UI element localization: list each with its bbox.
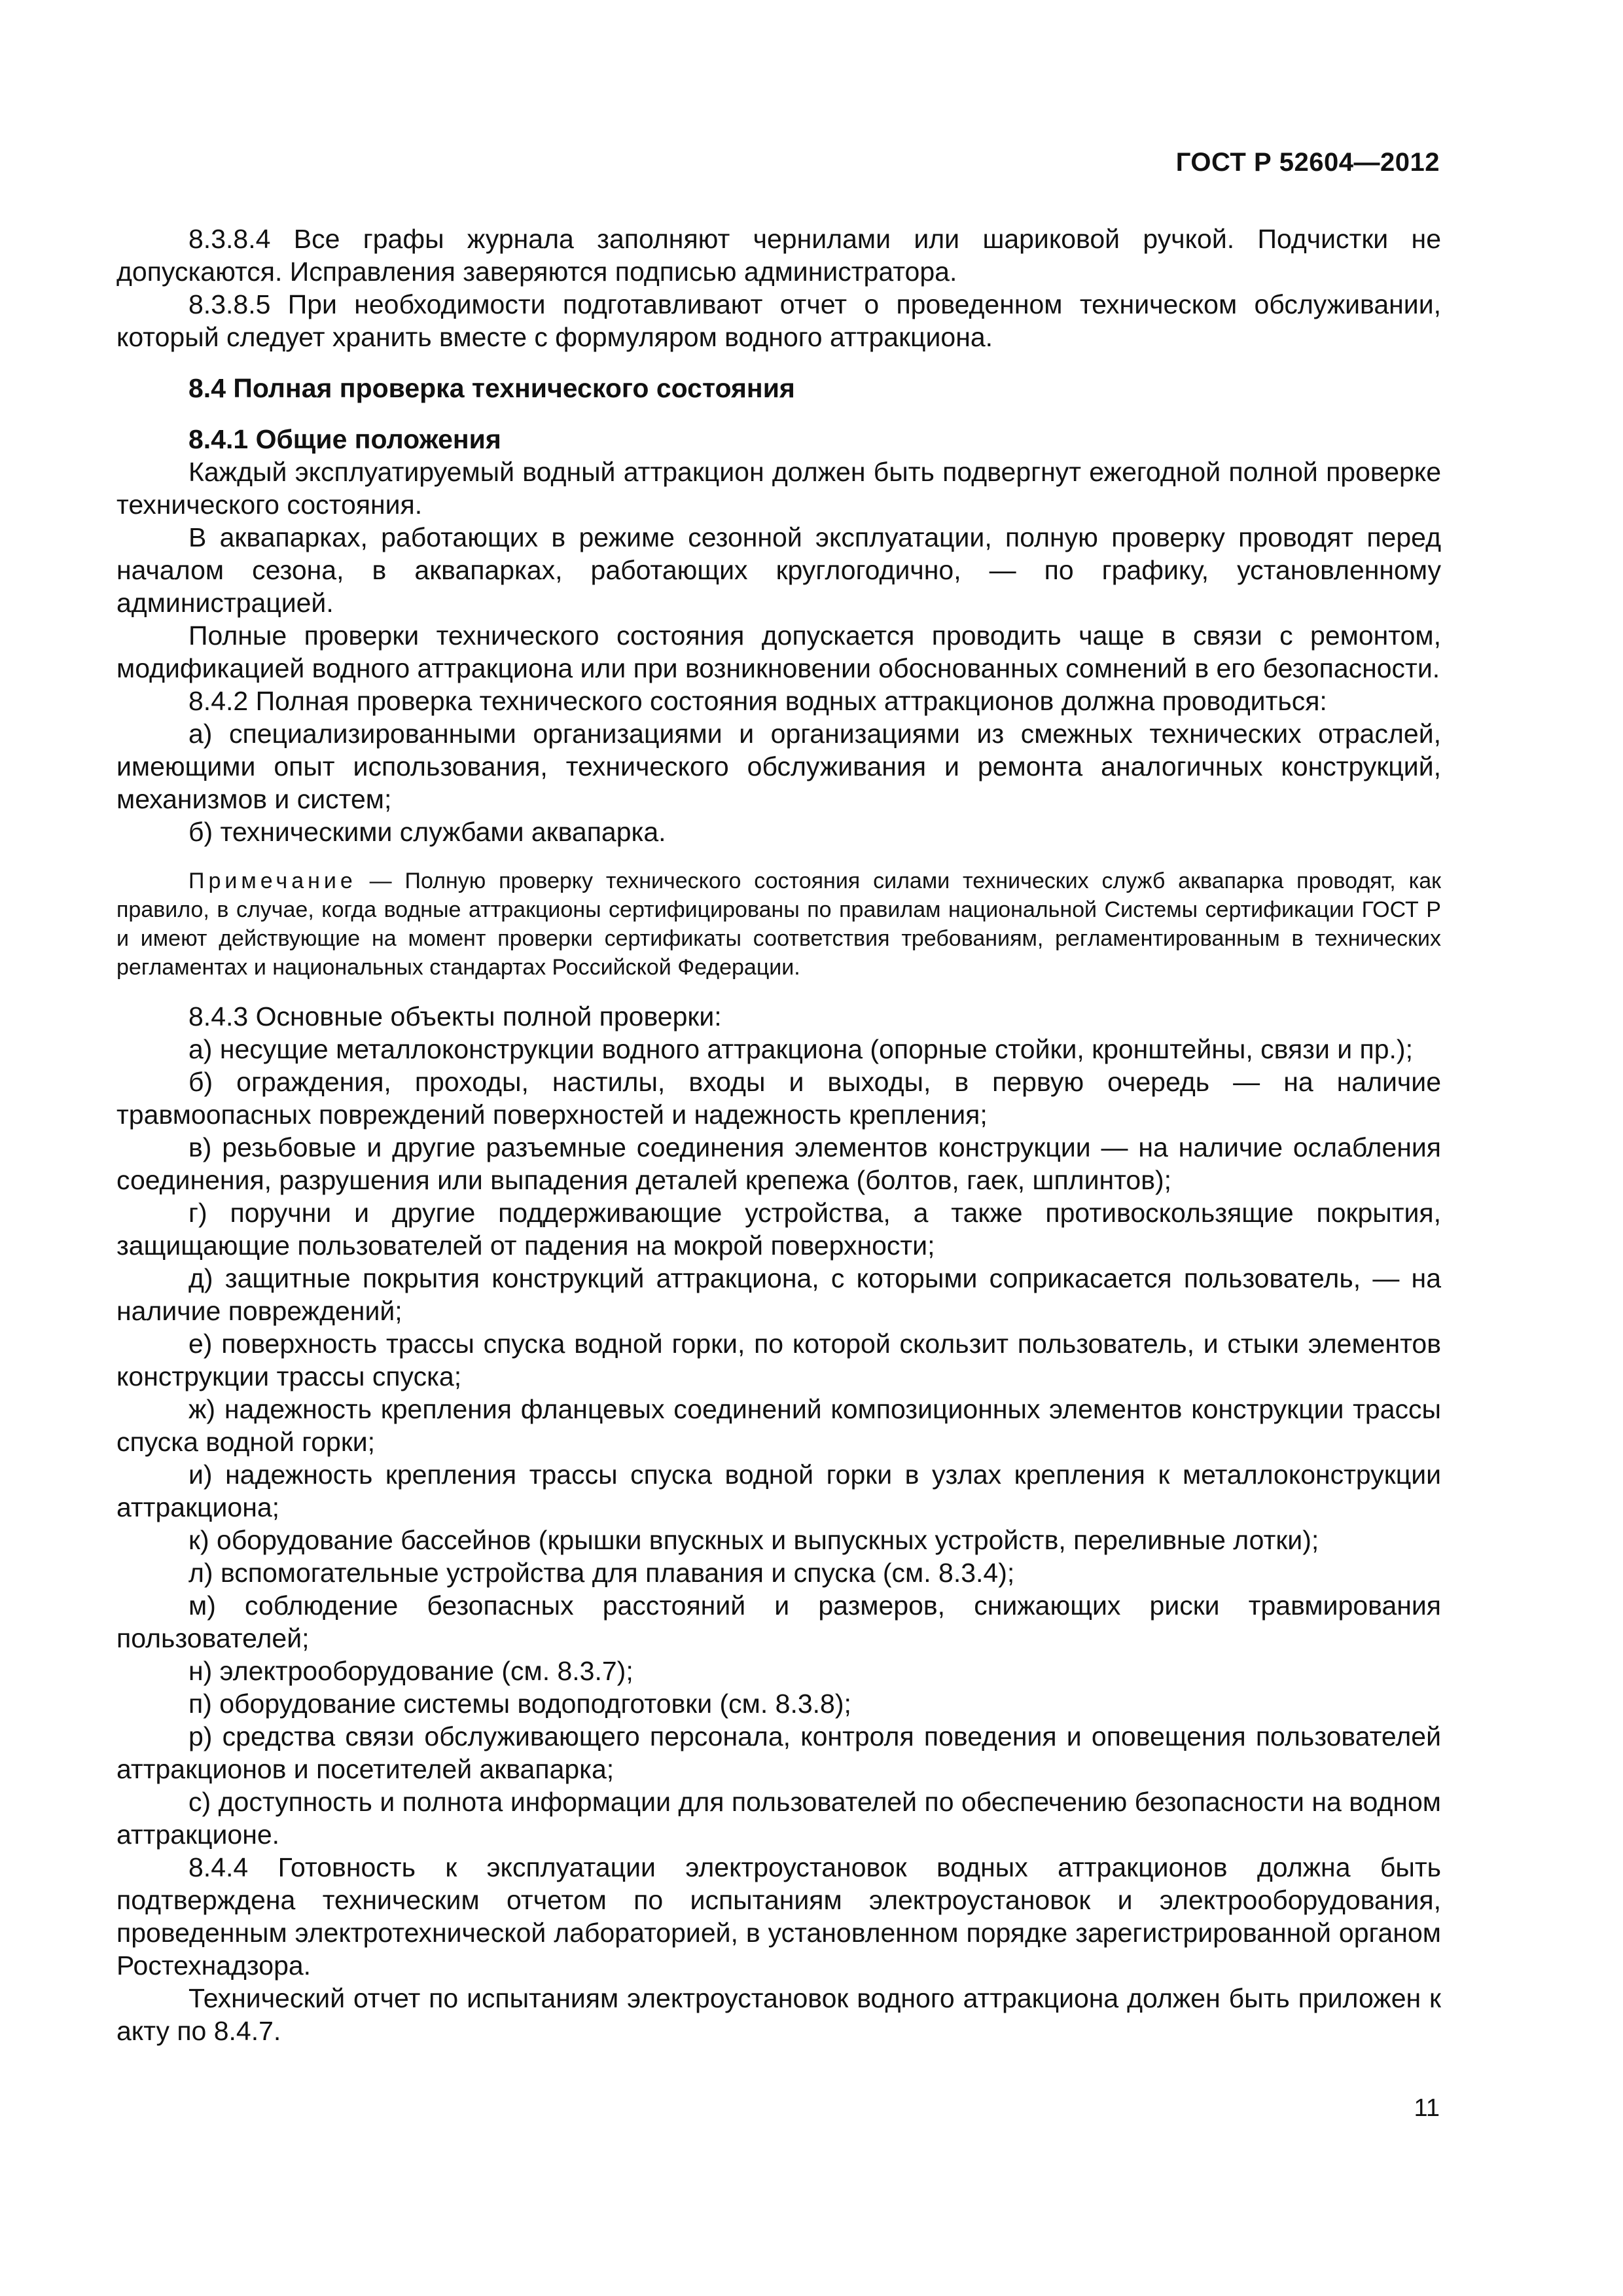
list-item-8-4-2-b: б) техническими службами аквапарка. bbox=[188, 817, 666, 847]
note bbox=[116, 867, 1441, 982]
paragraph-8-4-1-c: Полные проверки технического состояния допускается проводить чаще в связи с ремонтом, модификацией водного аттракциона или при возникновении обоснованных сомнений в его безопасности. bbox=[116, 620, 1441, 683]
list-item-8-4-3-n: н) электрооборудование (см. 8.3.7); bbox=[188, 1656, 633, 1686]
list-item-8-4-3-r: р) средства связи обслуживающего персонала, контроля поведения и оповещения пользователей аттракционов и посетителей аквапарка; bbox=[116, 1721, 1441, 1784]
document-code: ГОСТ Р 52604—2012 bbox=[1175, 148, 1440, 177]
list-item-8-4-3-d: д) защитные покрытия конструкций аттракциона, с которыми соприкасается пользователь, — на наличие повреждений; bbox=[116, 1263, 1441, 1326]
list-item-8-4-3-b: б) ограждения, проходы, настилы, входы и выходы, в первую очередь — на наличие травмоопасных повреждений поверхностей и надежность крепления; bbox=[116, 1067, 1441, 1130]
paragraph-8-3-8-4: 8.3.8.4 Все графы журнала заполняют чернилами или шариковой ручкой. Подчистки не допускаются. Исправления заверяются подписью администратора. bbox=[116, 224, 1441, 287]
list-item-8-4-3-m: м) соблюдение безопасных расстояний и размеров, снижающих риски травмирования пользователей; bbox=[116, 1590, 1441, 1653]
list-item-8-4-3-i: и) надежность крепления трассы спуска водной горки в узлах крепления к металлоконструкции аттракциона; bbox=[116, 1460, 1441, 1522]
paragraph-8-4-1-a: Каждый эксплуатируемый водный аттракцион должен быть подвергнут ежегодной полной проверке технического состояния. bbox=[116, 457, 1441, 520]
list-item-8-4-3-l: л) вспомогательные устройства для плавания и спуска (см. 8.3.4); bbox=[188, 1558, 1015, 1588]
paragraph-8-4-3: 8.4.3 Основные объекты полной проверки: bbox=[188, 1001, 722, 1031]
list-item-8-4-3-p: п) оборудование системы водоподготовки (см. 8.3.8); bbox=[188, 1689, 851, 1719]
list-item-8-4-3-v: в) резьбовые и другие разъемные соединения элементов конструкции — на наличие ослабления соединения, разрушения или выпадения деталей крепежа (болтов, гаек, шплинтов); bbox=[116, 1132, 1441, 1195]
list-item-8-4-3-a: а) несущие металлоконструкции водного аттракциона (опорные стойки, кронштейны, связи и пр.); bbox=[188, 1034, 1413, 1064]
paragraph-8-3-8-5: 8.3.8.5 При необходимости подготавливают отчет о проведенном техническом обслуживании, который следует хранить вместе с формуляром водного аттракциона. bbox=[116, 289, 1441, 352]
paragraph-8-4-1-b: В аквапарках, работающих в режиме сезонной эксплуатации, полную проверку проводят перед началом сезона, в аквапарках, работающих круглогодично, — по графику, установленному администрацией. bbox=[116, 522, 1441, 618]
list-item-8-4-3-zh: ж) надежность крепления фланцевых соединений композиционных элементов конструкции трассы спуска водной горки; bbox=[116, 1394, 1441, 1457]
list-item-8-4-2-a: а) специализированными организациями и организациями из смежных технических отраслей, имеющими опыт использования, технического обслуживания и ремонта аналогичных конструкций, механизмов и систем; bbox=[116, 719, 1441, 814]
section-heading-8-4: 8.4 Полная проверка технического состояния bbox=[188, 373, 795, 403]
document-body bbox=[116, 223, 1441, 2047]
note-text: — Полную проверку технического состояния силами технических служб аквапарка проводят, как правило, в случае, когда водные аттракционы сертифицированы по правилам национальной Системы сертификации ГОСТ Р и имеют действующие на момент проверки сертификаты соответствия требованиям, регламентированным в технических регламентах и национальных стандартах Российской Федерации. bbox=[116, 869, 1441, 980]
paragraph-8-4-4-b: Технический отчет по испытаниям электроустановок водного аттракциона должен быть приложен к акту по 8.4.7. bbox=[116, 1983, 1441, 2046]
list-item-8-4-3-g: г) поручни и другие поддерживающие устройства, а также противоскользящие покрытия, защищающие пользователей от падения на мокрой поверхности; bbox=[116, 1198, 1441, 1261]
list-item-8-4-3-e: е) поверхность трассы спуска водной горки, по которой скользит пользователь, и стыки элементов конструкции трассы спуска; bbox=[116, 1329, 1441, 1391]
section-heading-8-4-1: 8.4.1 Общие положения bbox=[188, 424, 501, 454]
page-number: 11 bbox=[1414, 2094, 1440, 2122]
paragraph-8-4-4: 8.4.4 Готовность к эксплуатации электроустановок водных аттракционов должна быть подтверждена техническим отчетом по испытаниям электроустановок и электрооборудования, проведенным электротехнической лабораторией, в установленном порядке зарегистрированной органом Ростехнадзора. bbox=[116, 1852, 1441, 1981]
paragraph-8-4-2: 8.4.2 Полная проверка технического состояния водных аттракционов должна проводиться: bbox=[188, 686, 1327, 716]
list-item-8-4-3-s: с) доступность и полнота информации для пользователей по обеспечению безопасности на водном аттракционе. bbox=[116, 1787, 1441, 1850]
note-label: Примечание bbox=[188, 869, 357, 893]
list-item-8-4-3-k: к) оборудование бассейнов (крышки впускных и выпускных устройств, переливные лотки); bbox=[188, 1525, 1319, 1555]
